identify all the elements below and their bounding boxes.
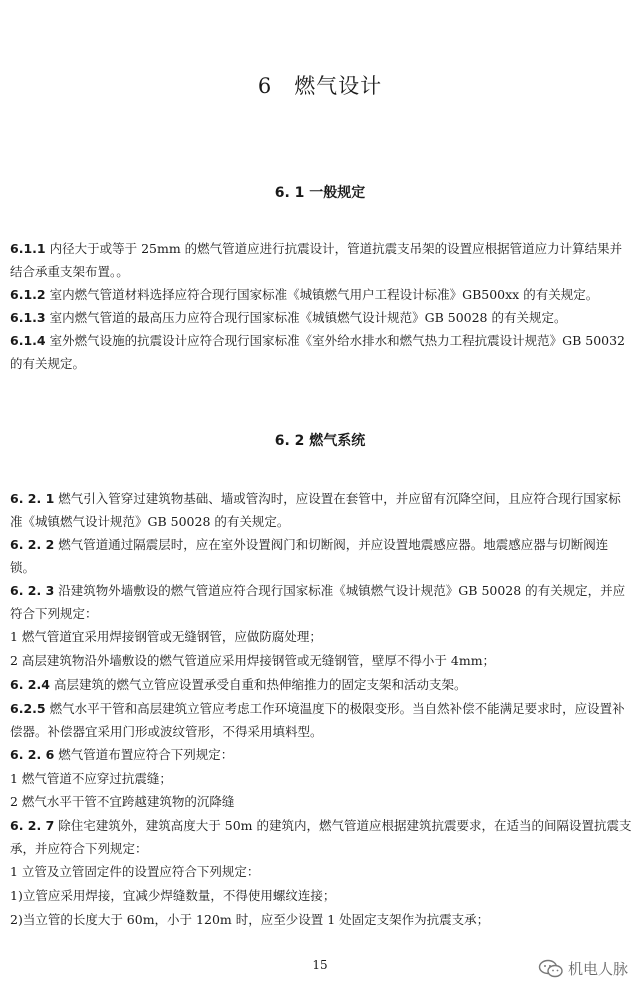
section-title-6-1: 6. 1 一般规定 — [274, 185, 366, 201]
clause-number: 6.1.4 — [10, 333, 46, 348]
chapter-number: 6 — [257, 74, 273, 98]
clause-number: 6. 2. 7 — [10, 818, 55, 833]
list-item — [10, 885, 632, 908]
clause-paragraph — [10, 698, 632, 743]
list-item — [10, 909, 632, 932]
list-item — [10, 861, 632, 884]
clause-number: 6. 2. 1 — [10, 491, 55, 506]
clause-paragraph — [10, 307, 632, 330]
clause-number: 6. 2. 6 — [10, 747, 55, 762]
clause-text: 内径大于或等于 25mm 的燃气管道应进行抗震设计，管道抗震支吊架的设置应根据管道应力计算结果并结合承重支架布置。。 — [10, 241, 623, 279]
clause-number: 6. 2. 2 — [10, 537, 55, 552]
clause-number: 6.1.1 — [10, 241, 46, 256]
clause-text: 室内燃气管道材料选择应符合现行国家标准《城镇燃气用户工程设计标准》GB500xx 的有关规定。 — [49, 287, 599, 302]
clause-paragraph — [10, 238, 632, 283]
clause-number: 6.2.5 — [10, 701, 46, 716]
watermark-text: 机电人脉 — [567, 960, 628, 978]
page-number: 15 — [312, 958, 328, 972]
clause-number: 6.1.2 — [10, 287, 46, 302]
clause-number: 6.1.3 — [10, 310, 46, 325]
clause-paragraph — [10, 674, 632, 697]
section-title-6-2: 6. 2 燃气系统 — [274, 433, 366, 449]
list-item-text: 1 立管及立管固定件的设置应符合下列规定： — [10, 864, 260, 879]
clause-number: 6. 2. 3 — [10, 583, 55, 598]
clause-paragraph — [10, 488, 632, 533]
list-item — [10, 791, 632, 814]
clause-paragraph — [10, 580, 632, 625]
wechat-icon — [538, 959, 564, 979]
clause-text: 除住宅建筑外，建筑高度大于 50m 的建筑内，燃气管道应根据建筑抗震要求，在适当的间隔设置抗震支承，并应符合下列规定： — [10, 818, 632, 856]
list-item-text: 2 燃气水平干管不宜跨越建筑物的沉降缝 — [10, 794, 235, 809]
clause-text: 沿建筑物外墙敷设的燃气管道应符合现行国家标准《城镇燃气设计规范》GB 50028 的有关规定，并应符合下列规定： — [10, 583, 626, 621]
list-item-text: 2)当立管的长度大于 60m，小于 120m 时，应至少设置 1 处固定支架作为抗震支承； — [10, 912, 490, 927]
list-item-text: 2 高层建筑物沿外墙敷设的燃气管道应采用焊接钢管或无缝钢管，壁厚不得小于 4mm； — [10, 653, 496, 668]
clause-text: 室内燃气管道的最高压力应符合现行国家标准《城镇燃气设计规范》GB 50028 的有关规定。 — [49, 310, 567, 325]
list-item-text: 1 燃气管道不应穿过抗震缝； — [10, 771, 172, 786]
clause-text: 燃气水平干管和高层建筑立管应考虑工作环境温度下的极限变形。当自然补偿不能满足要求时，应设置补偿器。补偿器宜采用门形或波纹管形，不得采用填料型。 — [10, 701, 625, 739]
clause-paragraph — [10, 744, 632, 767]
clause-paragraph — [10, 284, 632, 307]
clause-text: 燃气引入管穿过建筑物基础、墙或管沟时，应设置在套管中，并应留有沉降空间，且应符合现行国家标准《城镇燃气设计规范》GB 50028 的有关规定。 — [10, 491, 621, 529]
clause-text: 燃气管道布置应符合下列规定： — [58, 747, 234, 762]
watermark — [538, 958, 628, 979]
chapter-title-text: 燃气设计 — [294, 74, 383, 98]
clause-paragraph — [10, 534, 632, 579]
list-item-text: 1)立管应采用焊接，宜减少焊缝数量，不得使用螺纹连接； — [10, 888, 336, 903]
list-item — [10, 650, 632, 673]
clause-text: 室外燃气设施的抗震设计应符合现行国家标准《室外给水排水和燃气热力工程抗震设计规范》GB 50032 的有关规定。 — [10, 333, 626, 371]
clause-text: 燃气管道通过隔震层时，应在室外设置阀门和切断阀，并应设置地震感应器。地震感应器与切断阀连锁。 — [10, 537, 609, 575]
clause-paragraph — [10, 815, 632, 860]
list-item — [10, 768, 632, 791]
clause-text: 高层建筑的燃气立管应设置承受自重和热伸缩推力的固定支架和活动支架。 — [53, 677, 467, 692]
chapter-title — [0, 70, 640, 100]
clause-paragraph — [10, 330, 632, 375]
list-item — [10, 626, 632, 649]
clause-number: 6. 2.4 — [10, 677, 50, 692]
list-item-text: 1 燃气管道宜采用焊接钢管或无缝钢管，应做防腐处理； — [10, 629, 322, 644]
